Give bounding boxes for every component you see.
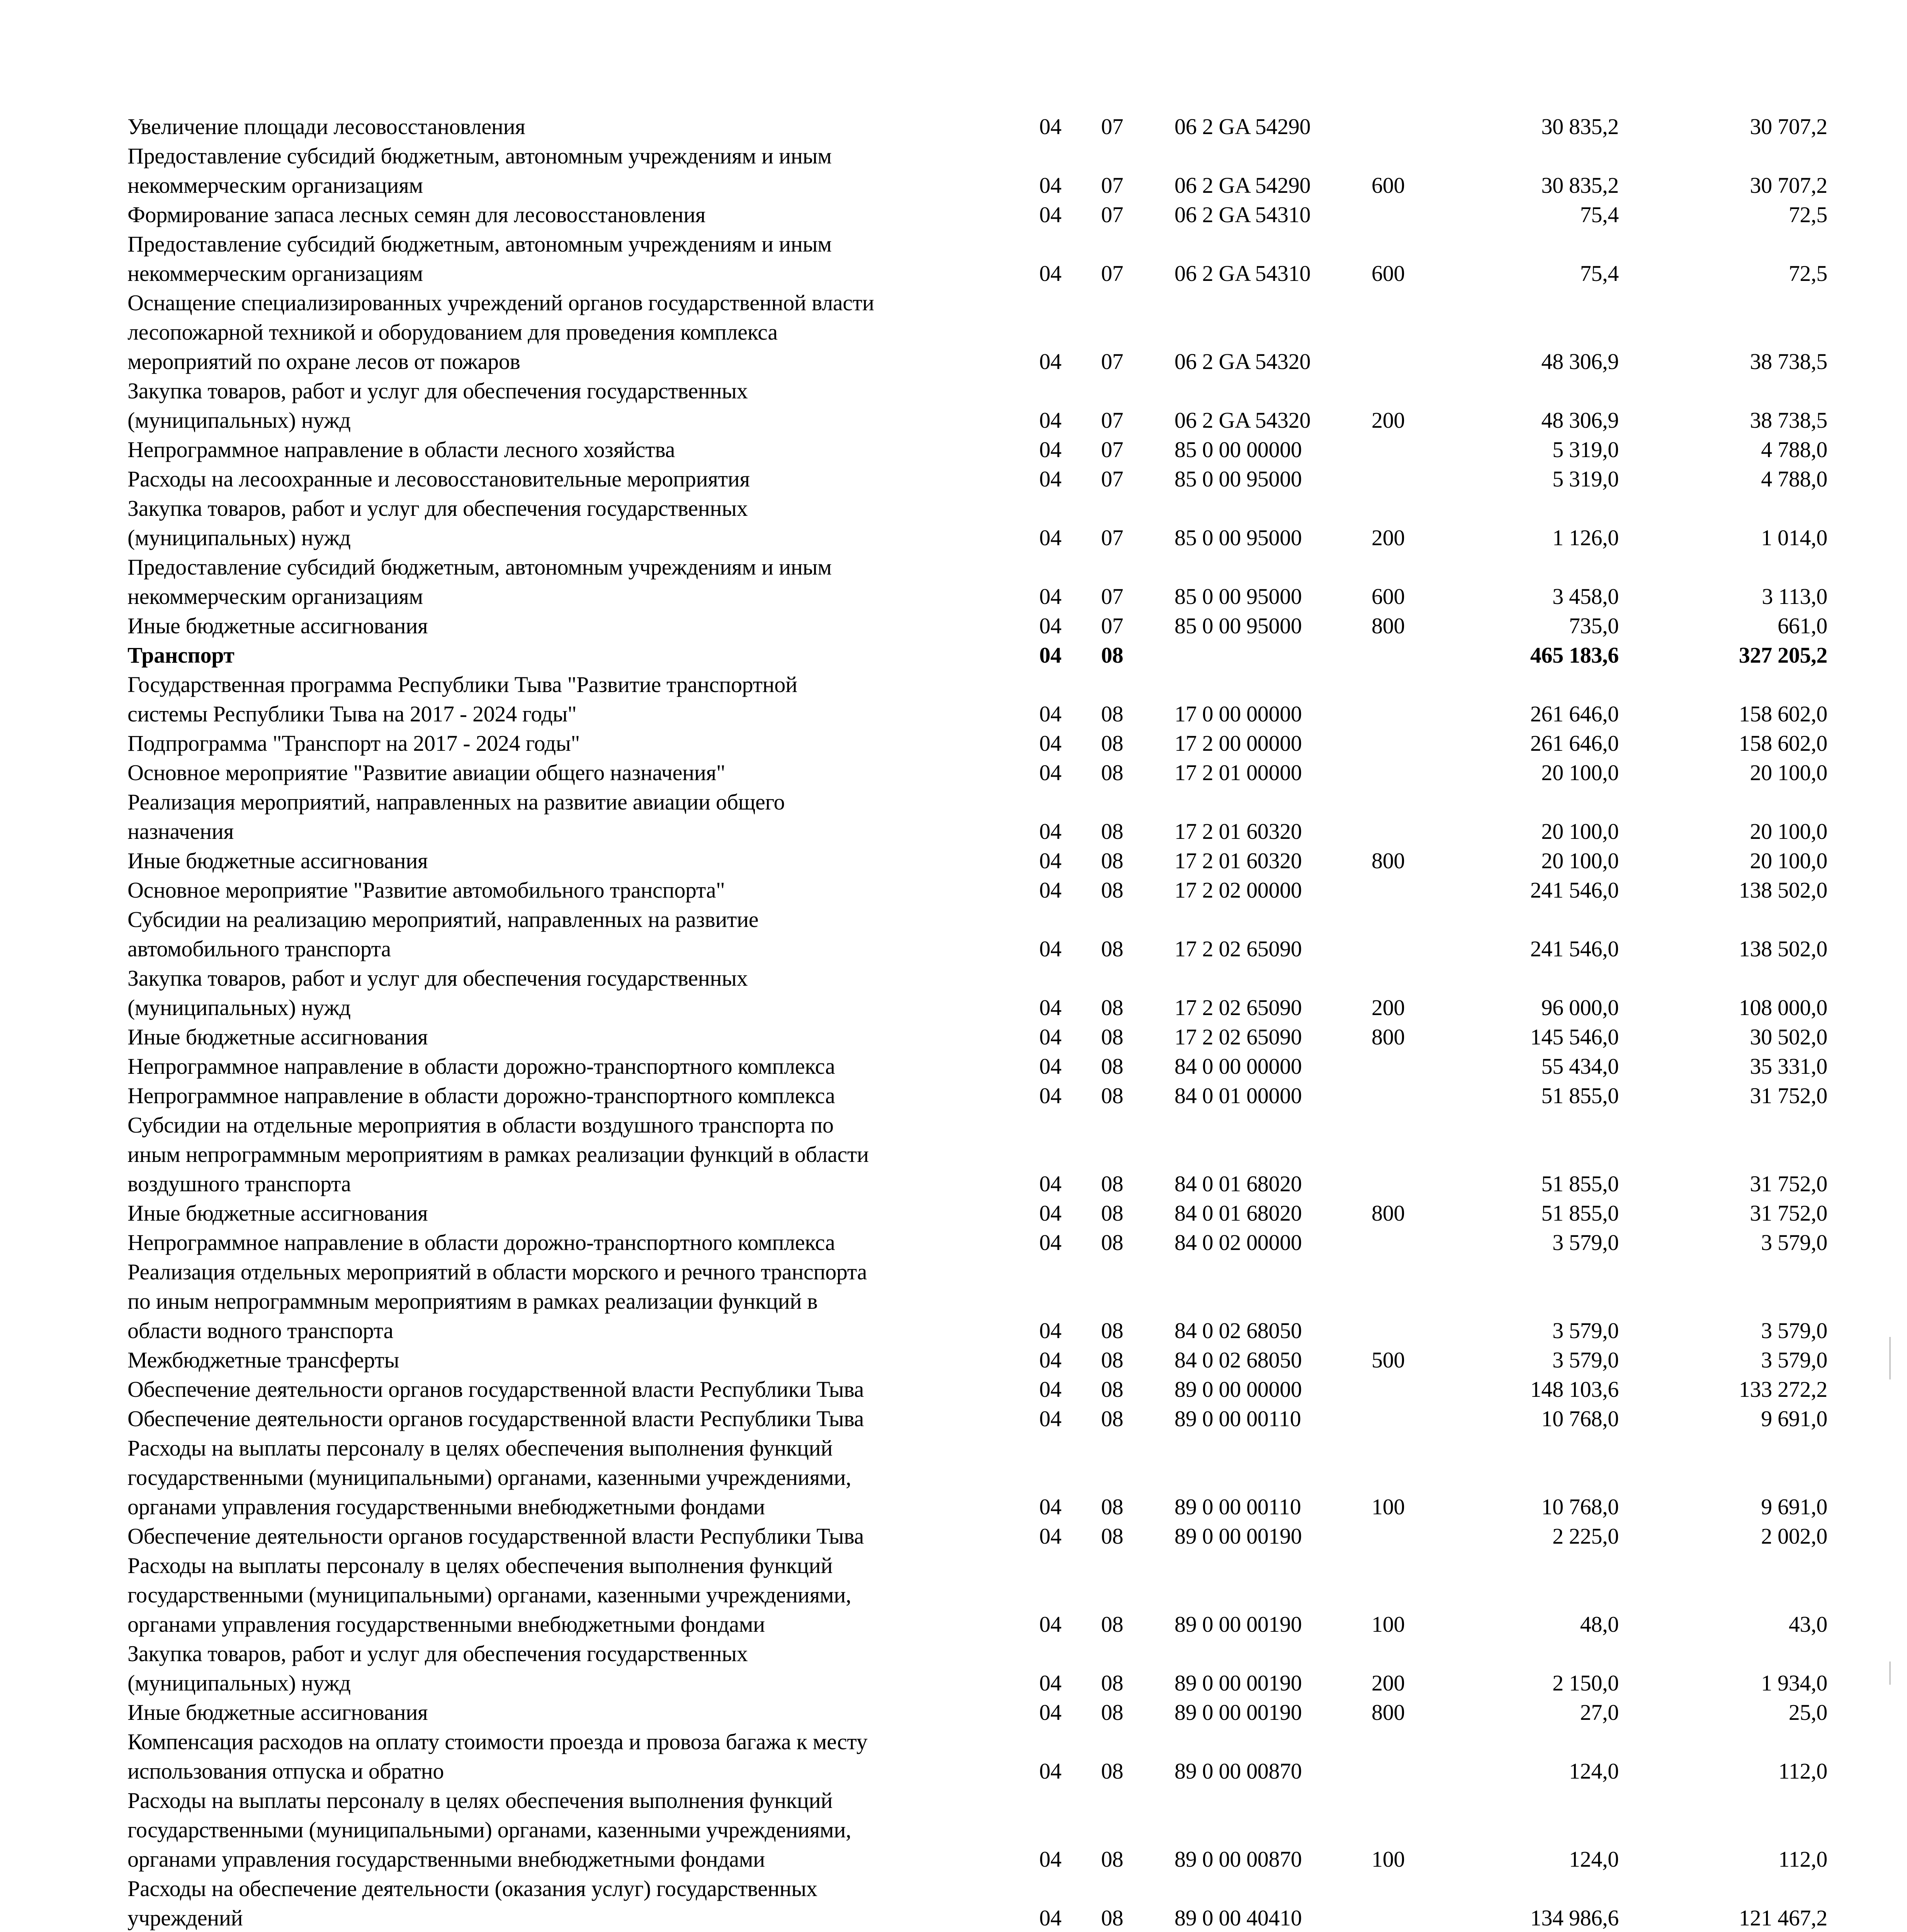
row-subsection: 07 (1101, 466, 1123, 492)
table-row (127, 787, 1827, 846)
row-target-article: 17 2 02 65090 (1174, 995, 1302, 1020)
row-amount-year-2: 3 579,0 (1761, 1347, 1827, 1372)
row-section: 04 (1039, 1201, 1062, 1226)
row-amount-year-2: 72,5 (1788, 202, 1827, 227)
row-target-article: 89 0 00 00110 (1174, 1406, 1301, 1431)
row-amount-year-2: 158 602,0 (1739, 701, 1827, 726)
row-expense-type: 100 (1372, 1494, 1405, 1519)
row-section: 04 (1039, 466, 1062, 492)
row-amount-year-2: 30 502,0 (1750, 1024, 1827, 1049)
row-description: Иные бюджетные ассигнования (127, 1201, 428, 1226)
row-description: Непрограммное направление в области лесного хозяйства (127, 437, 675, 462)
row-section: 04 (1039, 173, 1062, 198)
row-amount-year-2: 1 014,0 (1761, 525, 1827, 550)
row-section: 04 (1039, 878, 1062, 903)
row-amount-year-2: 3 579,0 (1761, 1318, 1827, 1343)
row-target-article: 06 2 GA 54290 (1174, 114, 1311, 139)
row-amount-year-1: 10 768,0 (1541, 1494, 1619, 1519)
row-section: 04 (1039, 261, 1062, 286)
row-subsection: 08 (1101, 1024, 1123, 1049)
row-subsection: 08 (1101, 701, 1123, 726)
budget-table (127, 112, 1827, 1932)
table-row (127, 670, 1827, 729)
row-amount-year-2: 327 205,2 (1739, 643, 1827, 668)
row-amount-year-1: 48 306,9 (1541, 408, 1619, 433)
table-row (127, 1199, 1827, 1228)
scan-mark (1889, 1662, 1891, 1685)
row-description: Предоставление субсидий бюджетным, автономным учреждениям и иным некоммерческим организациям (127, 231, 832, 286)
row-subsection: 08 (1101, 1201, 1123, 1226)
row-section: 04 (1039, 349, 1062, 374)
row-amount-year-1: 148 103,6 (1530, 1377, 1619, 1402)
row-expense-type: 100 (1372, 1847, 1405, 1872)
row-expense-type: 200 (1372, 525, 1405, 550)
table-row (127, 1111, 1827, 1199)
row-section: 04 (1039, 1524, 1062, 1549)
table-row (127, 1522, 1827, 1551)
row-target-article: 85 0 00 00000 (1174, 437, 1302, 462)
row-amount-year-2: 4 788,0 (1761, 466, 1827, 492)
row-target-article: 89 0 00 00190 (1174, 1700, 1302, 1725)
table-row (127, 200, 1827, 230)
row-section: 04 (1039, 437, 1062, 462)
row-target-article: 84 0 02 68050 (1174, 1318, 1302, 1343)
row-amount-year-1: 3 579,0 (1552, 1347, 1619, 1372)
row-description: Субсидии на реализацию мероприятий, направленных на развитие автомобильного транспорта (127, 907, 759, 961)
table-row (127, 230, 1827, 288)
row-description: Формирование запаса лесных семян для лесовосстановления (127, 202, 706, 227)
row-target-article: 84 0 01 00000 (1174, 1083, 1302, 1108)
row-section: 04 (1039, 408, 1062, 433)
table-row (127, 553, 1827, 611)
row-subsection: 08 (1101, 760, 1123, 785)
row-subsection: 08 (1101, 1494, 1123, 1519)
table-row (127, 1698, 1827, 1727)
row-description: Подпрограмма "Транспорт на 2017 - 2024 годы" (127, 731, 580, 756)
row-target-article: 84 0 02 68050 (1174, 1347, 1302, 1372)
row-section: 04 (1039, 1230, 1062, 1255)
row-section: 04 (1039, 1171, 1062, 1196)
table-row (127, 112, 1827, 141)
row-amount-year-1: 241 546,0 (1530, 878, 1619, 903)
row-target-article: 89 0 00 00110 (1174, 1494, 1301, 1519)
table-row (127, 1345, 1827, 1375)
row-description: Закупка товаров, работ и услуг для обеспечения государственных (муниципальных) нужд (127, 966, 748, 1020)
row-expense-type: 200 (1372, 1670, 1405, 1696)
row-description: Обеспечение деятельности органов государственной власти Республики Тыва (127, 1377, 864, 1402)
row-description: Увеличение площади лесовосстановления (127, 114, 525, 139)
row-target-article: 85 0 00 95000 (1174, 613, 1302, 638)
table-row (127, 1052, 1827, 1081)
row-description: Иные бюджетные ассигнования (127, 848, 428, 873)
row-amount-year-1: 735,0 (1569, 613, 1619, 638)
row-subsection: 08 (1101, 819, 1123, 844)
row-description: Транспорт (127, 643, 235, 668)
row-target-article: 89 0 00 00870 (1174, 1759, 1302, 1784)
row-target-article: 89 0 00 40410 (1174, 1905, 1302, 1930)
row-amount-year-2: 3 579,0 (1761, 1230, 1827, 1255)
row-section: 04 (1039, 1083, 1062, 1108)
row-subsection: 08 (1101, 1083, 1123, 1108)
row-amount-year-2: 9 691,0 (1761, 1406, 1827, 1431)
row-amount-year-2: 31 752,0 (1750, 1083, 1827, 1108)
row-amount-year-2: 30 707,2 (1750, 114, 1827, 139)
row-amount-year-1: 20 100,0 (1541, 760, 1619, 785)
row-subsection: 08 (1101, 1612, 1123, 1637)
row-subsection: 07 (1101, 584, 1123, 609)
row-subsection: 07 (1101, 173, 1123, 198)
row-section: 04 (1039, 1347, 1062, 1372)
row-description: Расходы на лесоохранные и лесовосстановительные мероприятия (127, 466, 750, 492)
row-amount-year-2: 121 467,2 (1739, 1905, 1827, 1930)
row-target-article: 06 2 GA 54310 (1174, 202, 1311, 227)
row-description: Предоставление субсидий бюджетным, автономным учреждениям и иным некоммерческим организациям (127, 554, 832, 609)
row-description: Иные бюджетные ассигнования (127, 1024, 428, 1049)
table-row (127, 376, 1827, 435)
row-subsection: 08 (1101, 1670, 1123, 1696)
row-description: Непрограммное направление в области дорожно-транспортного комплекса (127, 1230, 835, 1255)
row-description: Предоставление субсидий бюджетным, автономным учреждениям и иным некоммерческим организациям (127, 143, 832, 198)
row-amount-year-1: 51 855,0 (1541, 1171, 1619, 1196)
row-target-article: 89 0 00 00190 (1174, 1612, 1302, 1637)
row-target-article: 85 0 00 95000 (1174, 466, 1302, 492)
row-amount-year-1: 20 100,0 (1541, 819, 1619, 844)
row-target-article: 89 0 00 00870 (1174, 1847, 1302, 1872)
row-subsection: 08 (1101, 1847, 1123, 1872)
row-expense-type: 500 (1372, 1347, 1405, 1372)
table-row (127, 1874, 1827, 1932)
row-target-article: 84 0 01 68020 (1174, 1201, 1302, 1226)
row-amount-year-2: 43,0 (1788, 1612, 1827, 1637)
row-section: 04 (1039, 701, 1062, 726)
row-expense-type: 600 (1372, 584, 1405, 609)
row-subsection: 07 (1101, 437, 1123, 462)
row-description: Субсидии на отдельные мероприятия в области воздушного транспорта по иным непрограммным мероприятиям в рамках реализации функций в области воздушного транспорта (127, 1112, 869, 1196)
table-row (127, 876, 1827, 905)
row-description: Расходы на выплаты персоналу в целях обеспечения выполнения функций государственными (муниципальными) органами, казенными учреждениями, органами управления государственными внебюджетными фондами (127, 1435, 852, 1519)
row-amount-year-1: 3 458,0 (1552, 584, 1619, 609)
scan-mark (1889, 1337, 1891, 1379)
row-amount-year-1: 2 225,0 (1552, 1524, 1619, 1549)
row-description: Расходы на обеспечение деятельности (оказания услуг) государственных учреждений (127, 1876, 818, 1930)
row-amount-year-2: 38 738,5 (1750, 408, 1827, 433)
row-subsection: 07 (1101, 202, 1123, 227)
row-target-article: 17 2 01 60320 (1174, 848, 1302, 873)
row-section: 04 (1039, 936, 1062, 961)
row-expense-type: 200 (1372, 408, 1405, 433)
row-target-article: 17 0 00 00000 (1174, 701, 1302, 726)
row-amount-year-2: 20 100,0 (1750, 848, 1827, 873)
row-subsection: 08 (1101, 1171, 1123, 1196)
row-amount-year-1: 10 768,0 (1541, 1406, 1619, 1431)
table-row (127, 846, 1827, 876)
row-amount-year-1: 96 000,0 (1541, 995, 1619, 1020)
row-expense-type: 600 (1372, 261, 1405, 286)
row-subsection: 08 (1101, 1347, 1123, 1372)
row-expense-type: 200 (1372, 995, 1405, 1020)
row-amount-year-2: 20 100,0 (1750, 760, 1827, 785)
row-subsection: 08 (1101, 878, 1123, 903)
row-subsection: 08 (1101, 1318, 1123, 1343)
row-target-article: 17 2 00 00000 (1174, 731, 1302, 756)
table-row (127, 494, 1827, 553)
table-row (127, 641, 1827, 670)
table-row (127, 905, 1827, 964)
row-description: Непрограммное направление в области дорожно-транспортного комплекса (127, 1054, 835, 1079)
row-expense-type: 800 (1372, 1024, 1405, 1049)
table-row (127, 288, 1827, 376)
row-subsection: 08 (1101, 995, 1123, 1020)
row-amount-year-2: 72,5 (1788, 261, 1827, 286)
row-section: 04 (1039, 731, 1062, 756)
table-row (127, 964, 1827, 1022)
row-description: Расходы на выплаты персоналу в целях обеспечения выполнения функций государственными (муниципальными) органами, казенными учреждениями, органами управления государственными внебюджетными фондами (127, 1788, 852, 1872)
row-description: Межбюджетные трансферты (127, 1347, 399, 1372)
row-subsection: 08 (1101, 1905, 1123, 1930)
row-section: 04 (1039, 1759, 1062, 1784)
row-expense-type: 800 (1372, 613, 1405, 638)
row-description: Реализация отдельных мероприятий в области морского и речного транспорта по иным непрограммным мероприятиям в рамках реализации функций в области водного транспорта (127, 1259, 867, 1343)
row-amount-year-2: 661,0 (1777, 613, 1827, 638)
row-description: Иные бюджетные ассигнования (127, 613, 428, 638)
row-section: 04 (1039, 848, 1062, 873)
row-section: 04 (1039, 643, 1062, 668)
row-amount-year-1: 5 319,0 (1552, 437, 1619, 462)
table-row (127, 464, 1827, 494)
row-expense-type: 800 (1372, 1201, 1405, 1226)
row-amount-year-2: 138 502,0 (1739, 878, 1827, 903)
table-row (127, 141, 1827, 200)
row-amount-year-1: 48,0 (1580, 1612, 1619, 1637)
row-subsection: 07 (1101, 525, 1123, 550)
row-section: 04 (1039, 1494, 1062, 1519)
row-target-article: 06 2 GA 54320 (1174, 408, 1311, 433)
row-amount-year-2: 9 691,0 (1761, 1494, 1827, 1519)
row-amount-year-1: 465 183,6 (1530, 643, 1619, 668)
row-amount-year-1: 124,0 (1569, 1759, 1619, 1784)
row-amount-year-1: 51 855,0 (1541, 1083, 1619, 1108)
row-description: Расходы на выплаты персоналу в целях обеспечения выполнения функций государственными (муниципальными) органами, казенными учреждениями, органами управления государственными внебюджетными фондами (127, 1553, 852, 1637)
row-amount-year-1: 3 579,0 (1552, 1318, 1619, 1343)
row-section: 04 (1039, 1024, 1062, 1049)
table-row (127, 758, 1827, 787)
row-amount-year-2: 133 272,2 (1739, 1377, 1827, 1402)
row-amount-year-1: 30 835,2 (1541, 114, 1619, 139)
row-amount-year-2: 3 113,0 (1762, 584, 1827, 609)
row-expense-type: 100 (1372, 1612, 1405, 1637)
row-amount-year-1: 48 306,9 (1541, 349, 1619, 374)
table-row (127, 435, 1827, 464)
row-section: 04 (1039, 995, 1062, 1020)
row-section: 04 (1039, 1847, 1062, 1872)
row-description: Оснащение специализированных учреждений органов государственной власти лесопожарной техникой и оборудованием для проведения комплекса мероприятий по охране лесов от пожаров (127, 290, 874, 374)
row-section: 04 (1039, 1700, 1062, 1725)
row-subsection: 07 (1101, 408, 1123, 433)
row-description: Основное мероприятие "Развитие автомобильного транспорта" (127, 878, 725, 903)
row-target-article: 85 0 00 95000 (1174, 584, 1302, 609)
row-amount-year-1: 2 150,0 (1552, 1670, 1619, 1696)
row-amount-year-2: 31 752,0 (1750, 1171, 1827, 1196)
row-amount-year-2: 38 738,5 (1750, 349, 1827, 374)
row-amount-year-2: 30 707,2 (1750, 173, 1827, 198)
row-section: 04 (1039, 1318, 1062, 1343)
row-target-article: 89 0 00 00190 (1174, 1524, 1302, 1549)
row-description: Закупка товаров, работ и услуг для обеспечения государственных (муниципальных) нужд (127, 496, 748, 550)
table-row (127, 1257, 1827, 1345)
row-amount-year-2: 108 000,0 (1739, 995, 1827, 1020)
row-subsection: 08 (1101, 1406, 1123, 1431)
row-amount-year-2: 1 934,0 (1761, 1670, 1827, 1696)
row-target-article: 06 2 GA 54310 (1174, 261, 1311, 286)
row-expense-type: 800 (1372, 1700, 1405, 1725)
row-subsection: 08 (1101, 643, 1123, 668)
row-subsection: 07 (1101, 261, 1123, 286)
row-description: Основное мероприятие "Развитие авиации общего назначения" (127, 760, 726, 785)
row-subsection: 07 (1101, 114, 1123, 139)
row-section: 04 (1039, 1612, 1062, 1637)
row-amount-year-1: 145 546,0 (1530, 1024, 1619, 1049)
row-target-article: 17 2 02 65090 (1174, 1024, 1302, 1049)
row-amount-year-1: 124,0 (1569, 1847, 1619, 1872)
row-amount-year-2: 31 752,0 (1750, 1201, 1827, 1226)
row-amount-year-1: 27,0 (1580, 1700, 1619, 1725)
row-amount-year-2: 158 602,0 (1739, 731, 1827, 756)
row-amount-year-1: 75,4 (1580, 202, 1619, 227)
row-expense-type: 800 (1372, 848, 1405, 873)
row-description: Компенсация расходов на оплату стоимости проезда и провоза багажа к месту использования отпуска и обратно (127, 1729, 868, 1784)
row-amount-year-1: 3 579,0 (1552, 1230, 1619, 1255)
table-row (127, 1786, 1827, 1874)
row-target-article: 85 0 00 95000 (1174, 525, 1302, 550)
row-subsection: 08 (1101, 1230, 1123, 1255)
row-target-article: 17 2 01 60320 (1174, 819, 1302, 844)
row-subsection: 07 (1101, 349, 1123, 374)
row-description: Иные бюджетные ассигнования (127, 1700, 428, 1725)
row-amount-year-2: 2 002,0 (1761, 1524, 1827, 1549)
row-description: Реализация мероприятий, направленных на развитие авиации общего назначения (127, 789, 785, 844)
row-section: 04 (1039, 1905, 1062, 1930)
row-amount-year-1: 75,4 (1580, 261, 1619, 286)
row-target-article: 06 2 GA 54320 (1174, 349, 1311, 374)
row-amount-year-1: 20 100,0 (1541, 848, 1619, 873)
row-amount-year-2: 4 788,0 (1761, 437, 1827, 462)
table-row (127, 729, 1827, 758)
row-amount-year-1: 261 646,0 (1530, 731, 1619, 756)
table-row (127, 1639, 1827, 1698)
row-subsection: 08 (1101, 731, 1123, 756)
row-subsection: 07 (1101, 613, 1123, 638)
row-amount-year-2: 112,0 (1778, 1759, 1827, 1784)
row-description: Непрограммное направление в области дорожно-транспортного комплекса (127, 1083, 835, 1108)
row-amount-year-2: 35 331,0 (1750, 1054, 1827, 1079)
row-amount-year-1: 51 855,0 (1541, 1201, 1619, 1226)
row-subsection: 08 (1101, 1759, 1123, 1784)
row-target-article: 17 2 01 00000 (1174, 760, 1302, 785)
row-section: 04 (1039, 613, 1062, 638)
row-description: Закупка товаров, работ и услуг для обеспечения государственных (муниципальных) нужд (127, 378, 748, 433)
row-amount-year-1: 5 319,0 (1552, 466, 1619, 492)
row-target-article: 17 2 02 00000 (1174, 878, 1302, 903)
table-row (127, 1404, 1827, 1434)
row-target-article: 06 2 GA 54290 (1174, 173, 1311, 198)
table-row (127, 611, 1827, 641)
row-section: 04 (1039, 584, 1062, 609)
row-expense-type: 600 (1372, 173, 1405, 198)
table-row (127, 1375, 1827, 1404)
row-subsection: 08 (1101, 848, 1123, 873)
row-target-article: 84 0 02 00000 (1174, 1230, 1302, 1255)
row-amount-year-1: 30 835,2 (1541, 173, 1619, 198)
row-section: 04 (1039, 1054, 1062, 1079)
row-description: Государственная программа Республики Тыва "Развитие транспортной системы Республики Тыва на 2017 - 2024 годы" (127, 672, 797, 726)
row-subsection: 08 (1101, 1700, 1123, 1725)
row-amount-year-1: 55 434,0 (1541, 1054, 1619, 1079)
row-section: 04 (1039, 760, 1062, 785)
row-target-article: 84 0 01 68020 (1174, 1171, 1302, 1196)
row-section: 04 (1039, 1406, 1062, 1431)
row-section: 04 (1039, 114, 1062, 139)
row-amount-year-1: 241 546,0 (1530, 936, 1619, 961)
row-amount-year-2: 20 100,0 (1750, 819, 1827, 844)
row-subsection: 08 (1101, 1377, 1123, 1402)
table-row (127, 1727, 1827, 1786)
table-row (127, 1551, 1827, 1639)
table-row (127, 1022, 1827, 1052)
row-description: Обеспечение деятельности органов государственной власти Республики Тыва (127, 1406, 864, 1431)
row-target-article: 84 0 00 00000 (1174, 1054, 1302, 1079)
row-description: Закупка товаров, работ и услуг для обеспечения государственных (муниципальных) нужд (127, 1641, 748, 1696)
row-subsection: 08 (1101, 936, 1123, 961)
row-section: 04 (1039, 1377, 1062, 1402)
row-target-article: 17 2 02 65090 (1174, 936, 1302, 961)
table-row (127, 1081, 1827, 1111)
row-target-article: 89 0 00 00000 (1174, 1377, 1302, 1402)
row-amount-year-1: 1 126,0 (1552, 525, 1619, 550)
row-section: 04 (1039, 819, 1062, 844)
row-amount-year-2: 138 502,0 (1739, 936, 1827, 961)
row-amount-year-1: 134 986,6 (1530, 1905, 1619, 1930)
row-section: 04 (1039, 1670, 1062, 1696)
row-description: Обеспечение деятельности органов государственной власти Республики Тыва (127, 1524, 864, 1549)
table-row (127, 1228, 1827, 1257)
row-subsection: 08 (1101, 1054, 1123, 1079)
row-subsection: 08 (1101, 1524, 1123, 1549)
row-section: 04 (1039, 202, 1062, 227)
table-row (127, 1434, 1827, 1522)
row-amount-year-2: 112,0 (1778, 1847, 1827, 1872)
row-target-article: 89 0 00 00190 (1174, 1670, 1302, 1696)
row-section: 04 (1039, 525, 1062, 550)
row-amount-year-1: 261 646,0 (1530, 701, 1619, 726)
row-amount-year-2: 25,0 (1788, 1700, 1827, 1725)
